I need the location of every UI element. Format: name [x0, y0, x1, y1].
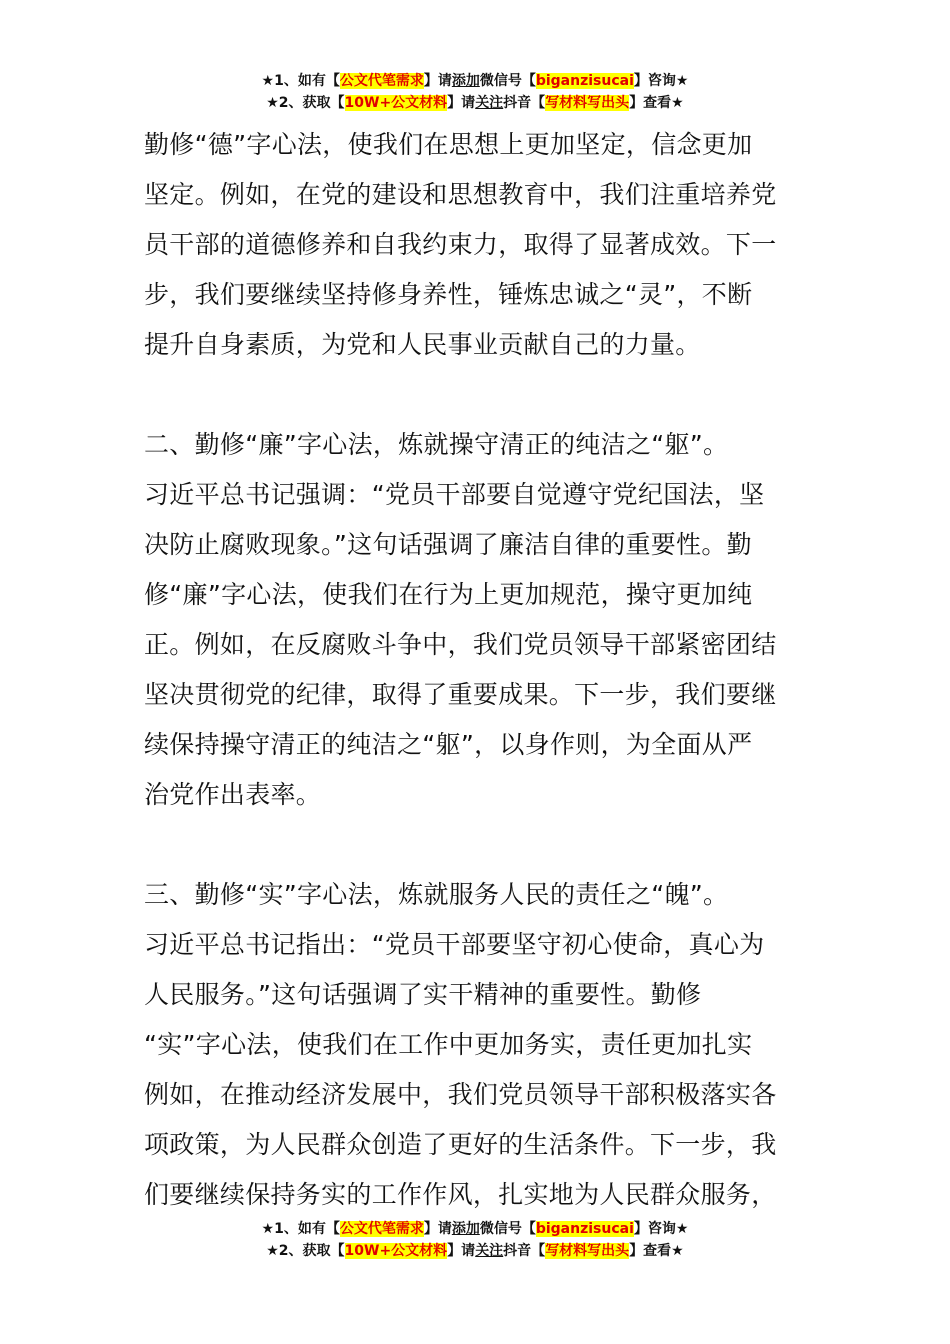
- paragraph-gap: [144, 820, 808, 870]
- text-line: 治党作出表率。: [144, 780, 322, 809]
- section-heading-line: 三、勤修“实”字心法，炼就服务人民的责任之“魄”。: [144, 880, 729, 909]
- header-line-2: ★2、获取【10W+公文材料】请关注抖音【写材料写出头】查看★: [266, 95, 684, 111]
- paragraph-shi: [144, 870, 808, 1220]
- text-line: 正。例如，在反腐败斗争中，我们党员领导干部紧密团结: [144, 630, 777, 659]
- text-line: 提升自身素质，为党和人民事业贡献自己的力量。: [144, 330, 701, 359]
- text-line: 员干部的道德修养和自我约束力，取得了显著成效。下一: [144, 230, 777, 259]
- text-line: 勤修“德”字心法，使我们在思想上更加坚定，信念更加: [144, 130, 753, 159]
- paragraph-de: [144, 120, 808, 370]
- header-banner: [0, 70, 950, 114]
- text-line: 项政策，为人民群众创造了更好的生活条件。下一步，我: [144, 1130, 777, 1159]
- footer-banner: [0, 1218, 950, 1262]
- text-line: 习近平总书记强调：“党员干部要自觉遵守党纪国法，坚: [144, 480, 765, 509]
- text-line: 修“廉”字心法，使我们在行为上更加规范，操守更加纯: [144, 580, 753, 609]
- text-line: 续保持操守清正的纯洁之“躯”，以身作则，为全面从严: [144, 730, 753, 759]
- text-line: 习近平总书记指出：“党员干部要坚守初心使命，真心为: [144, 930, 765, 959]
- text-line: 决防止腐败现象。”这句话强调了廉洁自律的重要性。勤: [144, 530, 752, 559]
- header-line-1: ★1、如有【公文代笔需求】请添加微信号【biganzisucai】咨询★: [261, 73, 689, 89]
- text-line: 们要继续保持务实的工作作风，扎实地为人民群众服务，: [144, 1180, 777, 1209]
- paragraph-gap: [144, 370, 808, 420]
- document-body: [144, 120, 808, 1220]
- text-line: “实”字心法，使我们在工作中更加务实，责任更加扎实: [144, 1030, 753, 1059]
- text-line: 坚定。例如，在党的建设和思想教育中，我们注重培养党: [144, 180, 777, 209]
- text-line: 人民服务。”这句话强调了实干精神的重要性。勤修: [144, 980, 702, 1009]
- text-line: 例如，在推动经济发展中，我们党员领导干部积极落实各: [144, 1080, 777, 1109]
- footer-line-1: ★1、如有【公文代笔需求】请添加微信号【biganzisucai】咨询★: [261, 1221, 689, 1237]
- paragraph-lian: [144, 420, 808, 820]
- footer-line-2: ★2、获取【10W+公文材料】请关注抖音【写材料写出头】查看★: [266, 1243, 684, 1259]
- text-line: 步，我们要继续坚持修身养性，锤炼忠诚之“灵”，不断: [144, 280, 753, 309]
- text-line: 坚决贯彻党的纪律，取得了重要成果。下一步，我们要继: [144, 680, 777, 709]
- section-heading-line: 二、勤修“廉”字心法，炼就操守清正的纯洁之“躯”。: [144, 430, 729, 459]
